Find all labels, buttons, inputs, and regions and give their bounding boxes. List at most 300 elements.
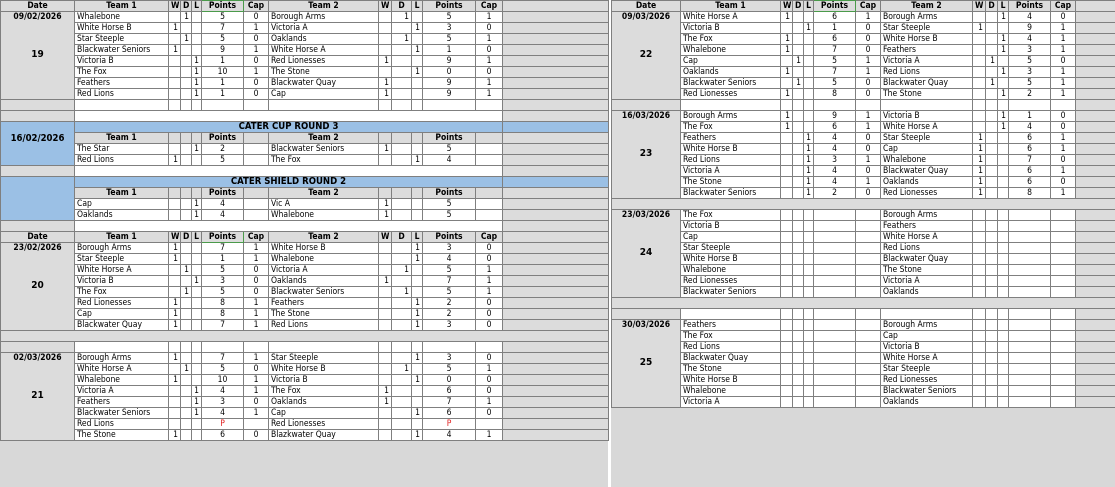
header-l[interactable]: L xyxy=(412,232,423,243)
team1-points[interactable]: 5 xyxy=(202,34,244,45)
team1-name[interactable]: Whalebone xyxy=(681,45,781,56)
team1-points[interactable]: 1 xyxy=(202,89,244,100)
team2-name[interactable]: Victoria B xyxy=(269,375,379,386)
team2-name[interactable]: White Horse B xyxy=(269,364,379,375)
team2-win[interactable] xyxy=(973,232,986,243)
team2-points[interactable]: 0 xyxy=(423,375,476,386)
team2-cap[interactable]: 0 xyxy=(476,375,503,386)
team1-cap[interactable] xyxy=(856,243,881,254)
empty-cell[interactable] xyxy=(986,100,998,111)
header-blank[interactable] xyxy=(244,133,269,144)
team1-loss[interactable] xyxy=(804,111,814,122)
team2-name[interactable]: Feathers xyxy=(881,45,973,56)
team2-points[interactable] xyxy=(1009,243,1051,254)
team1-win[interactable] xyxy=(169,89,181,100)
team2-loss[interactable] xyxy=(998,177,1009,188)
team1-draw[interactable] xyxy=(181,419,192,430)
team2-points[interactable]: 9 xyxy=(423,78,476,89)
team2-name[interactable]: Oaklands xyxy=(881,177,973,188)
team1-loss[interactable]: 1 xyxy=(804,144,814,155)
gap-cell[interactable] xyxy=(1076,133,1115,144)
team2-points[interactable]: 3 xyxy=(1009,67,1051,78)
team2-cap[interactable]: 0 xyxy=(1051,12,1076,23)
team1-points[interactable]: 7 xyxy=(814,45,856,56)
team1-name[interactable]: Blackwater Seniors xyxy=(681,287,781,298)
team1-points[interactable]: 1 xyxy=(202,78,244,89)
team1-loss[interactable] xyxy=(192,265,202,276)
gap-cell[interactable] xyxy=(1076,122,1115,133)
team2-loss[interactable] xyxy=(998,397,1009,408)
team2-cap[interactable]: 1 xyxy=(476,265,503,276)
team2-draw[interactable] xyxy=(986,210,998,221)
team1-draw[interactable] xyxy=(181,155,192,166)
team2-cap[interactable] xyxy=(476,210,503,221)
team2-name[interactable]: White Horse A xyxy=(881,232,973,243)
team1-name[interactable]: The Fox xyxy=(681,210,781,221)
gap-cell[interactable] xyxy=(1076,1,1115,12)
team2-win[interactable] xyxy=(973,89,986,100)
team1-points[interactable]: 4 xyxy=(814,133,856,144)
team1-cap[interactable]: 1 xyxy=(244,375,269,386)
team2-draw[interactable] xyxy=(986,353,998,364)
team1-name[interactable]: The Fox xyxy=(75,67,169,78)
team2-loss[interactable] xyxy=(998,188,1009,199)
gap-cell[interactable] xyxy=(503,45,609,56)
team1-win[interactable] xyxy=(781,287,793,298)
team2-cap[interactable] xyxy=(1051,320,1076,331)
team1-win[interactable]: 1 xyxy=(781,45,793,56)
team1-cap[interactable]: 1 xyxy=(244,67,269,78)
team1-cap[interactable]: 1 xyxy=(244,309,269,320)
team2-name[interactable]: Cap xyxy=(269,89,379,100)
team2-cap[interactable]: 0 xyxy=(1051,56,1076,67)
team1-draw[interactable] xyxy=(793,144,804,155)
team2-draw[interactable] xyxy=(986,155,998,166)
gap-cell[interactable] xyxy=(503,419,609,430)
header-cap[interactable]: Cap xyxy=(1051,1,1076,12)
team2-draw[interactable] xyxy=(986,320,998,331)
team1-win[interactable] xyxy=(781,177,793,188)
empty-cell[interactable] xyxy=(998,309,1009,320)
team1-loss[interactable] xyxy=(804,331,814,342)
team1-draw[interactable]: 1 xyxy=(181,12,192,23)
team2-loss[interactable]: 1 xyxy=(998,45,1009,56)
empty-cell[interactable] xyxy=(793,309,804,320)
team2-cap[interactable]: 1 xyxy=(1051,78,1076,89)
team2-name[interactable]: Blackwater Seniors xyxy=(269,287,379,298)
team2-name[interactable]: The Fox xyxy=(269,155,379,166)
team2-loss[interactable] xyxy=(412,199,423,210)
team1-win[interactable] xyxy=(781,364,793,375)
gap-cell[interactable] xyxy=(503,199,609,210)
team2-loss[interactable] xyxy=(412,397,423,408)
team1-draw[interactable] xyxy=(793,12,804,23)
team1-name[interactable]: Borough Arms xyxy=(681,111,781,122)
team2-loss[interactable] xyxy=(998,166,1009,177)
team2-loss[interactable]: 1 xyxy=(998,34,1009,45)
team1-name[interactable]: Feathers xyxy=(681,133,781,144)
team2-draw[interactable] xyxy=(392,23,412,34)
team1-name[interactable]: The Fox xyxy=(75,287,169,298)
team2-cap[interactable]: 0 xyxy=(476,254,503,265)
team2-name[interactable]: Red Lions xyxy=(881,243,973,254)
team2-draw[interactable] xyxy=(392,309,412,320)
header-w[interactable]: W xyxy=(379,232,392,243)
team1-name[interactable]: The Fox xyxy=(681,34,781,45)
gap-cell[interactable] xyxy=(503,210,609,221)
team1-cap[interactable]: 1 xyxy=(244,254,269,265)
team1-win[interactable]: 1 xyxy=(169,23,181,34)
team1-win[interactable] xyxy=(169,397,181,408)
team2-name[interactable]: Victoria A xyxy=(269,265,379,276)
team1-name[interactable]: White Horse B xyxy=(681,254,781,265)
team1-loss[interactable]: 1 xyxy=(804,155,814,166)
header-blank[interactable] xyxy=(392,188,412,199)
header-l[interactable]: L xyxy=(804,1,814,12)
team1-cap[interactable] xyxy=(856,397,881,408)
team1-cap[interactable] xyxy=(244,144,269,155)
team2-loss[interactable] xyxy=(412,386,423,397)
team1-loss[interactable]: 1 xyxy=(192,210,202,221)
team1-loss[interactable] xyxy=(192,430,202,441)
team2-win[interactable] xyxy=(973,276,986,287)
team2-win[interactable]: 1 xyxy=(973,144,986,155)
team2-points[interactable]: 3 xyxy=(1009,45,1051,56)
team1-draw[interactable] xyxy=(793,122,804,133)
team1-win[interactable] xyxy=(169,408,181,419)
gap-cell[interactable] xyxy=(503,232,609,243)
team1-win[interactable] xyxy=(169,386,181,397)
team1-points[interactable]: 2 xyxy=(202,144,244,155)
team1-win[interactable] xyxy=(781,331,793,342)
team1-name[interactable]: Red Lionesses xyxy=(681,276,781,287)
team2-win[interactable] xyxy=(379,353,392,364)
header-l[interactable]: L xyxy=(192,1,202,12)
team2-name[interactable]: Victoria B xyxy=(881,342,973,353)
team1-draw[interactable]: 1 xyxy=(181,364,192,375)
team1-cap[interactable]: 0 xyxy=(856,89,881,100)
team2-loss[interactable] xyxy=(998,287,1009,298)
team1-points[interactable] xyxy=(814,243,856,254)
team1-draw[interactable]: 1 xyxy=(793,56,804,67)
team1-points[interactable] xyxy=(814,287,856,298)
team1-points[interactable] xyxy=(814,331,856,342)
header-l[interactable]: L xyxy=(192,232,202,243)
empty-cell[interactable] xyxy=(1051,309,1076,320)
header-blank[interactable] xyxy=(476,188,503,199)
team1-draw[interactable] xyxy=(793,342,804,353)
team2-name[interactable]: Borough Arms xyxy=(881,12,973,23)
team2-loss[interactable] xyxy=(412,144,423,155)
date-cell[interactable] xyxy=(612,320,681,408)
team1-cap[interactable]: 0 xyxy=(856,34,881,45)
team1-loss[interactable] xyxy=(804,12,814,23)
team1-draw[interactable] xyxy=(793,155,804,166)
header-w[interactable]: W xyxy=(781,1,793,12)
header-d[interactable]: D xyxy=(181,232,192,243)
team2-points[interactable]: 5 xyxy=(423,364,476,375)
team1-name[interactable]: Victoria A xyxy=(75,386,169,397)
team1-points[interactable] xyxy=(814,397,856,408)
team1-loss[interactable] xyxy=(804,320,814,331)
team1-cap[interactable]: 0 xyxy=(856,23,881,34)
team2-points[interactable]: 7 xyxy=(423,276,476,287)
team1-loss[interactable] xyxy=(804,45,814,56)
team1-name[interactable]: Victoria A xyxy=(681,397,781,408)
team2-draw[interactable] xyxy=(986,221,998,232)
header-date[interactable]: Date xyxy=(612,1,681,12)
team1-points[interactable]: 9 xyxy=(202,45,244,56)
gap-cell[interactable] xyxy=(503,287,609,298)
team2-loss[interactable]: 1 xyxy=(412,430,423,441)
team2-win[interactable] xyxy=(379,364,392,375)
empty-cell[interactable] xyxy=(269,342,379,353)
team2-points[interactable]: 5 xyxy=(1009,56,1051,67)
team2-points[interactable] xyxy=(1009,364,1051,375)
header-cap[interactable]: Cap xyxy=(476,1,503,12)
team1-points[interactable]: 4 xyxy=(814,144,856,155)
gap-cell[interactable] xyxy=(503,397,609,408)
team2-cap[interactable]: 0 xyxy=(476,23,503,34)
empty-cell[interactable] xyxy=(75,342,169,353)
empty-cell[interactable] xyxy=(392,100,412,111)
team1-cap[interactable] xyxy=(244,210,269,221)
empty-cell[interactable] xyxy=(379,342,392,353)
team2-draw[interactable] xyxy=(986,166,998,177)
team1-draw[interactable]: 1 xyxy=(181,265,192,276)
team1-cap[interactable]: 1 xyxy=(244,353,269,364)
team1-name[interactable]: Borough Arms xyxy=(75,353,169,364)
team1-points[interactable]: 6 xyxy=(814,12,856,23)
team1-name[interactable]: Blackwater Seniors xyxy=(75,408,169,419)
team1-win[interactable] xyxy=(781,78,793,89)
gap-cell[interactable] xyxy=(1076,12,1115,23)
team2-win[interactable] xyxy=(973,78,986,89)
team2-win[interactable] xyxy=(379,12,392,23)
team1-loss[interactable] xyxy=(192,309,202,320)
team2-win[interactable] xyxy=(379,155,392,166)
team2-points[interactable] xyxy=(1009,232,1051,243)
team1-cap[interactable] xyxy=(856,221,881,232)
team2-name[interactable]: Borough Arms xyxy=(881,320,973,331)
empty-cell[interactable] xyxy=(181,100,192,111)
team2-points[interactable]: 6 xyxy=(1009,166,1051,177)
team1-loss[interactable]: 1 xyxy=(192,67,202,78)
team1-loss[interactable]: 1 xyxy=(192,78,202,89)
team1-draw[interactable] xyxy=(181,320,192,331)
team2-points[interactable]: 6 xyxy=(423,408,476,419)
team2-name[interactable]: White Horse A xyxy=(881,353,973,364)
team1-name[interactable]: Feathers xyxy=(75,397,169,408)
team2-name[interactable]: Oaklands xyxy=(269,276,379,287)
team2-draw[interactable] xyxy=(986,133,998,144)
team2-name[interactable]: Victoria B xyxy=(881,111,973,122)
team2-loss[interactable]: 1 xyxy=(412,155,423,166)
team1-cap[interactable]: 0 xyxy=(244,56,269,67)
team2-win[interactable] xyxy=(379,320,392,331)
team1-draw[interactable] xyxy=(181,353,192,364)
team1-loss[interactable]: 1 xyxy=(192,408,202,419)
date-cell[interactable] xyxy=(612,210,681,298)
team1-win[interactable] xyxy=(781,144,793,155)
team2-win[interactable] xyxy=(973,353,986,364)
team2-win[interactable] xyxy=(379,298,392,309)
team2-points[interactable] xyxy=(1009,265,1051,276)
team1-win[interactable] xyxy=(169,12,181,23)
team1-cap[interactable]: 1 xyxy=(244,386,269,397)
team2-win[interactable] xyxy=(379,430,392,441)
team1-win[interactable] xyxy=(169,265,181,276)
team1-win[interactable] xyxy=(781,133,793,144)
team1-draw[interactable] xyxy=(793,166,804,177)
team1-name[interactable]: Victoria B xyxy=(75,276,169,287)
team1-loss[interactable] xyxy=(192,34,202,45)
gap-cell[interactable] xyxy=(1076,397,1115,408)
team1-cap[interactable]: 1 xyxy=(244,45,269,56)
empty-cell[interactable] xyxy=(423,100,476,111)
team2-draw[interactable]: 1 xyxy=(392,12,412,23)
team1-name[interactable]: Red Lions xyxy=(75,155,169,166)
team2-points[interactable]: 8 xyxy=(1009,188,1051,199)
team2-loss[interactable] xyxy=(998,386,1009,397)
team1-win[interactable]: 1 xyxy=(169,155,181,166)
team2-name[interactable]: Feathers xyxy=(269,298,379,309)
team2-name[interactable]: Oaklands xyxy=(881,287,973,298)
date-cell[interactable] xyxy=(1,243,75,331)
date-cell[interactable] xyxy=(612,111,681,199)
team2-points[interactable]: 5 xyxy=(423,210,476,221)
team2-loss[interactable] xyxy=(998,144,1009,155)
team2-win[interactable] xyxy=(973,122,986,133)
team1-draw[interactable] xyxy=(181,67,192,78)
team1-cap[interactable]: 1 xyxy=(244,408,269,419)
team2-draw[interactable] xyxy=(392,430,412,441)
team1-loss[interactable]: 1 xyxy=(192,144,202,155)
team2-cap[interactable]: 1 xyxy=(1051,89,1076,100)
team2-draw[interactable] xyxy=(986,232,998,243)
header-cap[interactable]: Cap xyxy=(244,232,269,243)
team2-win[interactable]: 1 xyxy=(973,166,986,177)
team2-cap[interactable] xyxy=(1051,342,1076,353)
team1-cap[interactable] xyxy=(856,210,881,221)
team1-name[interactable]: Feathers xyxy=(75,78,169,89)
team2-name[interactable]: Blackwater Seniors xyxy=(881,386,973,397)
team1-win[interactable]: 1 xyxy=(169,298,181,309)
team2-loss[interactable]: 1 xyxy=(412,23,423,34)
team2-draw[interactable]: 1 xyxy=(986,78,998,89)
team1-cap[interactable]: 0 xyxy=(244,265,269,276)
team1-points[interactable]: 6 xyxy=(814,122,856,133)
empty-cell[interactable] xyxy=(192,342,202,353)
empty-cell[interactable] xyxy=(804,309,814,320)
gap-cell[interactable] xyxy=(1076,78,1115,89)
header-points[interactable]: Points xyxy=(423,188,476,199)
empty-cell[interactable] xyxy=(202,100,244,111)
team2-loss[interactable] xyxy=(412,419,423,430)
team1-name[interactable]: Blackwater Quay xyxy=(75,320,169,331)
header-team2[interactable]: Team 2 xyxy=(269,133,379,144)
team2-points[interactable]: 3 xyxy=(423,320,476,331)
team2-points[interactable]: 4 xyxy=(1009,122,1051,133)
team2-points[interactable]: 6 xyxy=(423,386,476,397)
team2-draw[interactable]: 1 xyxy=(392,287,412,298)
team2-win[interactable] xyxy=(973,45,986,56)
empty-cell[interactable] xyxy=(1051,100,1076,111)
team2-loss[interactable] xyxy=(412,287,423,298)
team2-draw[interactable] xyxy=(392,419,412,430)
team1-name[interactable]: The Fox xyxy=(681,331,781,342)
team2-draw[interactable] xyxy=(986,144,998,155)
gap-cell[interactable] xyxy=(503,12,609,23)
team1-name[interactable]: The Fox xyxy=(681,122,781,133)
team1-draw[interactable] xyxy=(793,23,804,34)
team2-loss[interactable] xyxy=(998,133,1009,144)
team2-loss[interactable]: 1 xyxy=(412,309,423,320)
team2-points[interactable]: 4 xyxy=(423,430,476,441)
team1-points[interactable]: 8 xyxy=(202,298,244,309)
team2-draw[interactable] xyxy=(392,254,412,265)
team1-win[interactable] xyxy=(781,232,793,243)
team2-draw[interactable] xyxy=(392,298,412,309)
team1-win[interactable] xyxy=(781,166,793,177)
header-d[interactable]: D xyxy=(793,1,804,12)
team2-name[interactable]: Whalebone xyxy=(881,155,973,166)
team1-loss[interactable] xyxy=(804,122,814,133)
header-date[interactable]: Date xyxy=(1,232,75,243)
team2-cap[interactable]: 0 xyxy=(476,45,503,56)
team2-draw[interactable]: 1 xyxy=(392,364,412,375)
team2-name[interactable]: The Stone xyxy=(881,89,973,100)
team1-points[interactable]: 10 xyxy=(202,67,244,78)
team1-draw[interactable]: 1 xyxy=(793,78,804,89)
team2-points[interactable] xyxy=(1009,353,1051,364)
team2-name[interactable]: Blackwater Quay xyxy=(881,254,973,265)
team2-cap[interactable]: 1 xyxy=(1051,188,1076,199)
empty-cell[interactable] xyxy=(814,309,856,320)
team2-draw[interactable]: 1 xyxy=(986,56,998,67)
team1-points[interactable] xyxy=(814,221,856,232)
team2-points[interactable]: 7 xyxy=(1009,155,1051,166)
header-team1[interactable]: Team 1 xyxy=(75,232,169,243)
team2-name[interactable]: Red Lions xyxy=(881,67,973,78)
team1-win[interactable]: 1 xyxy=(169,320,181,331)
team1-cap[interactable]: 0 xyxy=(856,144,881,155)
team1-draw[interactable] xyxy=(181,298,192,309)
team2-draw[interactable] xyxy=(392,353,412,364)
team2-loss[interactable]: 1 xyxy=(412,45,423,56)
gap-cell[interactable] xyxy=(503,430,609,441)
date-cell[interactable] xyxy=(1,353,75,441)
team1-cap[interactable]: 0 xyxy=(856,133,881,144)
team1-points[interactable]: 2 xyxy=(814,188,856,199)
team2-points[interactable]: 9 xyxy=(1009,23,1051,34)
team2-win[interactable] xyxy=(973,254,986,265)
team2-win[interactable] xyxy=(973,375,986,386)
gap-cell[interactable] xyxy=(503,243,609,254)
team1-name[interactable]: Star Steeple xyxy=(75,254,169,265)
gap-cell[interactable] xyxy=(503,342,609,353)
team2-name[interactable]: Cap xyxy=(881,144,973,155)
team2-points[interactable]: 9 xyxy=(423,89,476,100)
team1-draw[interactable] xyxy=(793,353,804,364)
team2-cap[interactable]: 1 xyxy=(476,397,503,408)
empty-cell[interactable] xyxy=(814,100,856,111)
team1-win[interactable]: 1 xyxy=(169,243,181,254)
team2-draw[interactable] xyxy=(986,12,998,23)
header-points[interactable]: Points xyxy=(814,1,856,12)
team2-loss[interactable] xyxy=(998,56,1009,67)
team1-loss[interactable] xyxy=(192,287,202,298)
